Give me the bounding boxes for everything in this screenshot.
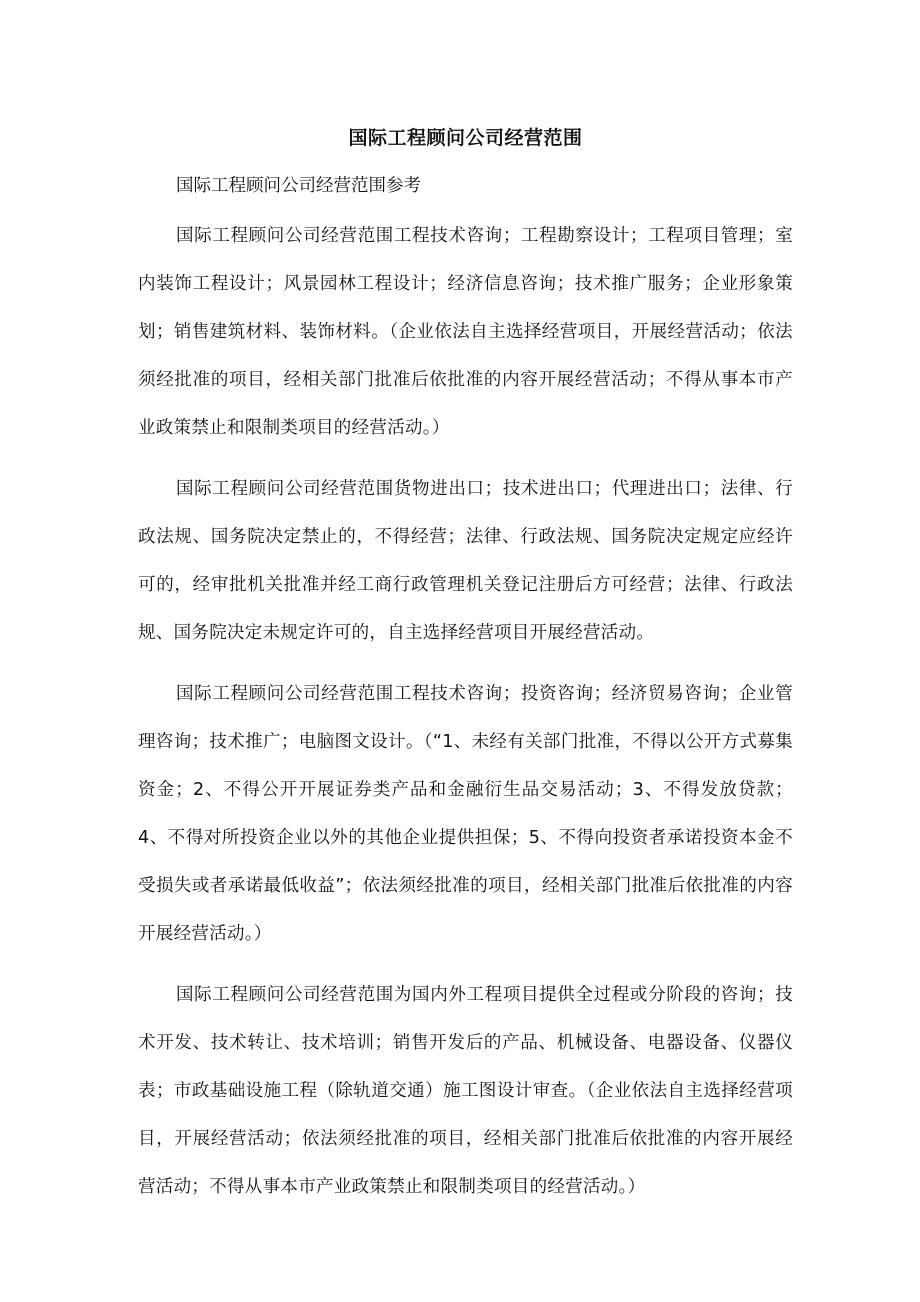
paragraph-3: 国际工程顾问公司经营范围工程技术咨询；投资咨询；经济贸易咨询；企业管理咨询；技术推广；电脑图文设计。（“1、未经有关部门批准，不得以公开方式募集资金；2、不得公开开展证券类产品和金融衍生品交易活动；3、不得发放贷款；4、不得对所投资企业以外的其他企业提供担保；5、不得向投资者承诺投资本金不受损失或者承诺最低收益”；依法须经批准的项目，经相关部门批准后依批准的内容开展经营活动。） — [138, 684, 793, 944]
paragraph-1: 国际工程顾问公司经营范围工程技术咨询；工程勘察设计；工程项目管理；室内装饰工程设计；风景园林工程设计；经济信息咨询；技术推广服务；企业形象策划；销售建筑材料、装饰材料。（企业依法自主选择经营项目，开展经营活动；依法须经批准的项目，经相关部门批准后依批准的内容开展经营活动；不得从事本市产业政策禁止和限制类项目的经营活动。） — [138, 226, 793, 438]
document-page — [138, 0, 793, 1211]
paragraph-4: 国际工程顾问公司经营范围为国内外工程项目提供全过程或分阶段的咨询；技术开发、技术转让、技术培训；销售开发后的产品、机械设备、电器设备、仪器仪表；市政基础设施工程（除轨道交通）施工图设计审查。（企业依法自主选择经营项目，开展经营活动；依法须经批准的项目，经相关部门批准后依批准的内容开展经营活动；不得从事本市产业政策禁止和限制类项目的经营活动。） — [138, 985, 793, 1197]
document-title: 国际工程顾问公司经营范围 — [348, 127, 583, 149]
document-subtitle: 国际工程顾问公司经营范围参考 — [176, 176, 421, 196]
paragraph-2: 国际工程顾问公司经营范围货物进出口；技术进出口；代理进出口；法律、行政法规、国务院决定禁止的，不得经营；法律、行政法规、国务院决定规定应经许可的，经审批机关批准并经工商行政管理机关登记注册后方可经营；法律、行政法规、国务院决定未规定许可的，自主选择经营项目开展经营活动。 — [138, 479, 793, 643]
